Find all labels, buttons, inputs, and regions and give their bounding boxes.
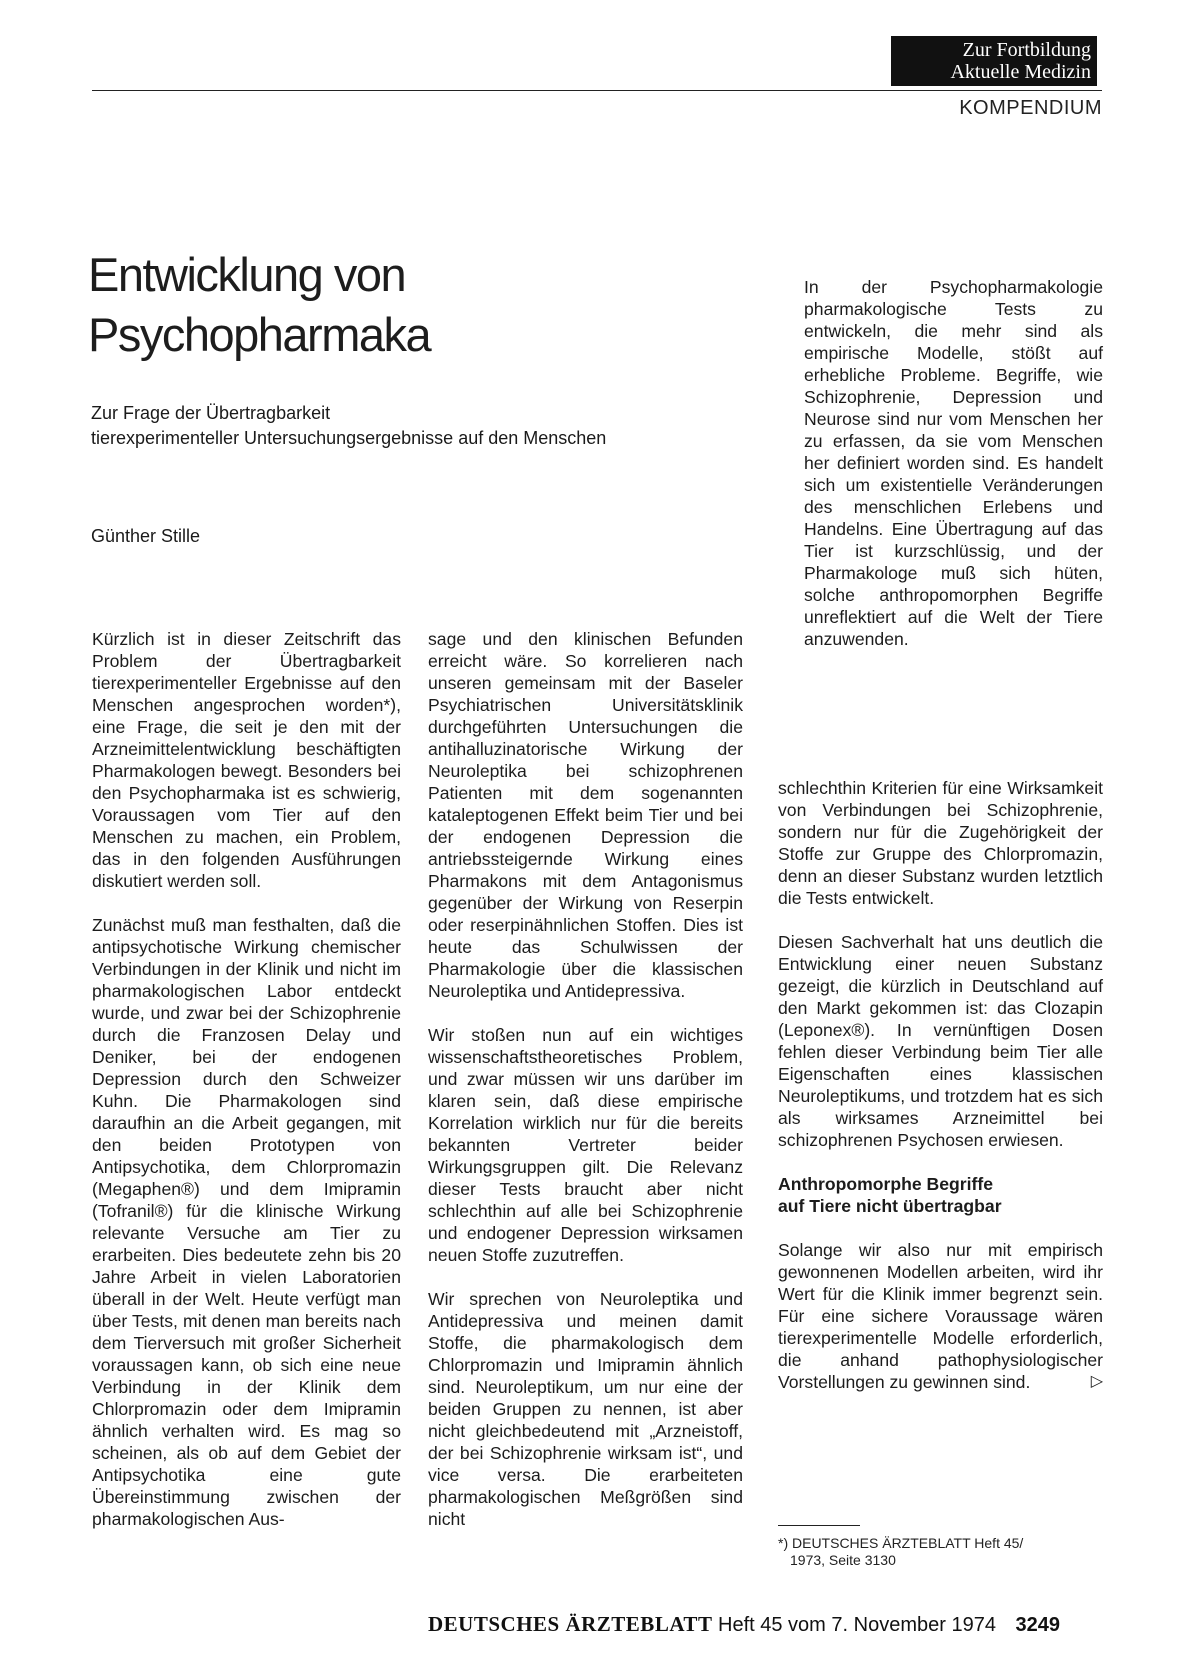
paragraph: Wir sprechen von Neuroleptika und Antidepressiva und meinen damit Stoffe, die pharmakologisch dem Chlorpromazin und Imipramin ähnlich sind. Neuroleptikum, um nur eine der beiden Gruppen zu nennen, ist aber nicht gleichbedeutend mit „Arzneistoff, der bei Schizophrenie wirksam ist“, und vice versa. Die erarbeiteten pharmakologischen Meßgrößen sind nicht [428,1289,743,1529]
heading-line-1: Anthropomorphe Begriffe [778,1174,994,1194]
text-column-2 [428,628,743,1530]
footnote [778,1535,1100,1569]
title-line-2: Psychopharmaka [88,308,431,361]
journal-name: DEUTSCHES ÄRZTEBLATT [428,1612,713,1636]
title-line-1: Entwicklung von [88,248,406,301]
paragraph: sage und den klinischen Befunden erreicht wäre. So korrelieren nach unseren gemeinsam mit der Baseler Psychiatrischen Universitätsklinik durchgeführten Untersuchungen die antihalluzinatorische Wirkung der Neuroleptika bei schizophrenen Patienten mit dem sogenannten kataleptogenen Effekt beim Tier und bei der endogenen Depression die antriebssteigernde Wirkung eines Pharmakons mit dem Antagonismus gegenüber der Wirkung von Reserpin oder reserpinähnlichen Stoffen. Dies ist heute das Schulwissen der Pharmakologie über die klassischen Neuroleptika und Antidepressiva. [428,629,743,1001]
paragraph-text: Solange wir also nur mit empirisch gewonnenen Modellen arbeiten, wird ihr Wert für die Klinik immer begrenzt sein. Für eine sichere Voraussage wären tierexperimentelle Modelle erforderlich, die anhand pathophysiologischer Vorstellungen zu gewinnen sind. [778,1240,1103,1392]
continue-arrow-icon: ▷ [1090,1373,1103,1390]
paragraph: Diesen Sachverhalt hat uns deutlich die Entwicklung einer neuen Substanz gezeigt, die kürzlich in Deutschland auf den Markt gekommen ist: das Clozapin (Leponex®). In vernünftigen Dosen fehlen dieser Verbindung beim Tier alle Eigenschaften eines klassischen Neuroleptikums, und trotzdem hat es sich als wirksames Arzneimittel bei schizophrenen Psychosen erwiesen. [778,932,1103,1150]
section-label: KOMPENDIUM [959,97,1102,119]
heading-line-2: auf Tiere nicht übertragbar [778,1196,1002,1216]
author-name: Günther Stille [91,526,201,546]
paragraph: schlechthin Kriterien für eine Wirksamkeit von Verbindungen bei Schizophrenie, sondern nur für die Zugehörigkeit der Stoffe zur Gruppe des Chlorpromazin, denn an dieser Substanz wurden letztlich die Tests entwickelt. [778,778,1103,908]
badge-line-1: Zur Fortbildung [962,39,1091,61]
page-number: 3249 [1015,1614,1060,1636]
footnote-rule [778,1525,860,1526]
subtitle-line-1: Zur Frage der Übertragbarkeit [91,403,331,423]
paragraph [778,1239,1103,1393]
header-rule [92,90,1102,91]
page-footer [428,1612,1104,1637]
badge-line-2: Aktuelle Medizin [950,61,1091,83]
text-column-1 [92,628,401,1530]
issue-info: Heft 45 vom 7. November 1974 [718,1614,996,1636]
paragraph: Kürzlich ist in dieser Zeitschrift das Problem der Übertragbarkeit tierexperimenteller Ergebnisse auf den Menschen angesprochen worden*), eine Frage, die seit je den mit der Arzneimittelentwicklung beschäftigten Pharmakologen bewegt. Besonders bei den Psychopharmaka ist es schwierig, Voraussagen vom Tier auf den Menschen zu machen, ein Problem, das in den folgenden Ausführungen diskutiert werden soll. [92,629,401,891]
section-heading [778,1173,1103,1217]
paragraph: Zunächst muß man festhalten, daß die antipsychotische Wirkung chemischer Verbindungen in der Klinik und nicht im pharmakologischen Labor entdeckt wurde, und zwar bei der Schizophrenie durch die Franzosen Delay und Deniker, bei der endogenen Depression durch den Schweizer Kuhn. Die Pharmakologen sind daraufhin an die Arbeit gegangen, mit den beiden Prototypen von Antipsychotika, dem Chlorpromazin (Megaphen®) und dem Imipramin (Tofranil®) für die klinische Wirkung relevante Versuche am Tier zu erarbeiten. Dies bedeutete zehn bis 20 Jahre Arbeit in vielen Laboratorien überall in der Welt. Heute verfügt man über Tests, mit denen man bereits nach dem Tierversuch mit großer Sicherheit voraussagen kann, ob sich eine neue Verbindung in der Klinik dem Chlorpromazin oder dem Imipramin ähnlich verhalten wird. Es mag so scheinen, als ob auf dem Gebiet der Antipsychotika eine gute Übereinstimmung zwischen der pharmakologischen Aus- [92,915,401,1529]
text-column-3-intro [804,276,1103,650]
paragraph: Wir stoßen nun auf ein wichtiges wissenschaftstheoretisches Problem, und zwar müssen wir uns darüber im klaren sein, daß diese empirische Korrelation wirklich nur für die bereits bekannten Vertreter beider Wirkungsgruppen gilt. Die Relevanz dieser Tests braucht aber nicht schlechthin auf alle bei Schizophrenie und endogener Depression wirksamen neuen Stoffe zuzutreffen. [428,1025,743,1265]
subtitle-line-2: tierexperimenteller Untersuchungsergebnisse auf den Menschen [91,428,607,448]
section-badge [891,36,1097,86]
article-title [88,245,430,365]
footnote-line-2: 1973, Seite 3130 [790,1552,896,1568]
footnote-line-1: *) DEUTSCHES ÄRZTEBLATT Heft 45/ [778,1535,1024,1551]
text-column-3 [778,777,1103,1393]
article-subtitle [91,401,606,451]
paragraph: In der Psychopharmakologie pharmakologische Tests zu entwickeln, die mehr sind als empirische Modelle, stößt auf erhebliche Probleme. Begriffe, wie Schizophrenie, Depression und Neurose sind nur vom Menschen her zu erfassen, da sie vom Menschen her definiert worden sind. Es handelt sich um existentielle Veränderungen des menschlichen Erlebens und Handelns. Eine Übertragung auf das Tier ist kurzschlüssig, und der Pharmakologe muß sich hüten, solche anthropomorphen Begriffe unreflektiert auf die Welt der Tiere anzuwenden. [804,277,1103,649]
